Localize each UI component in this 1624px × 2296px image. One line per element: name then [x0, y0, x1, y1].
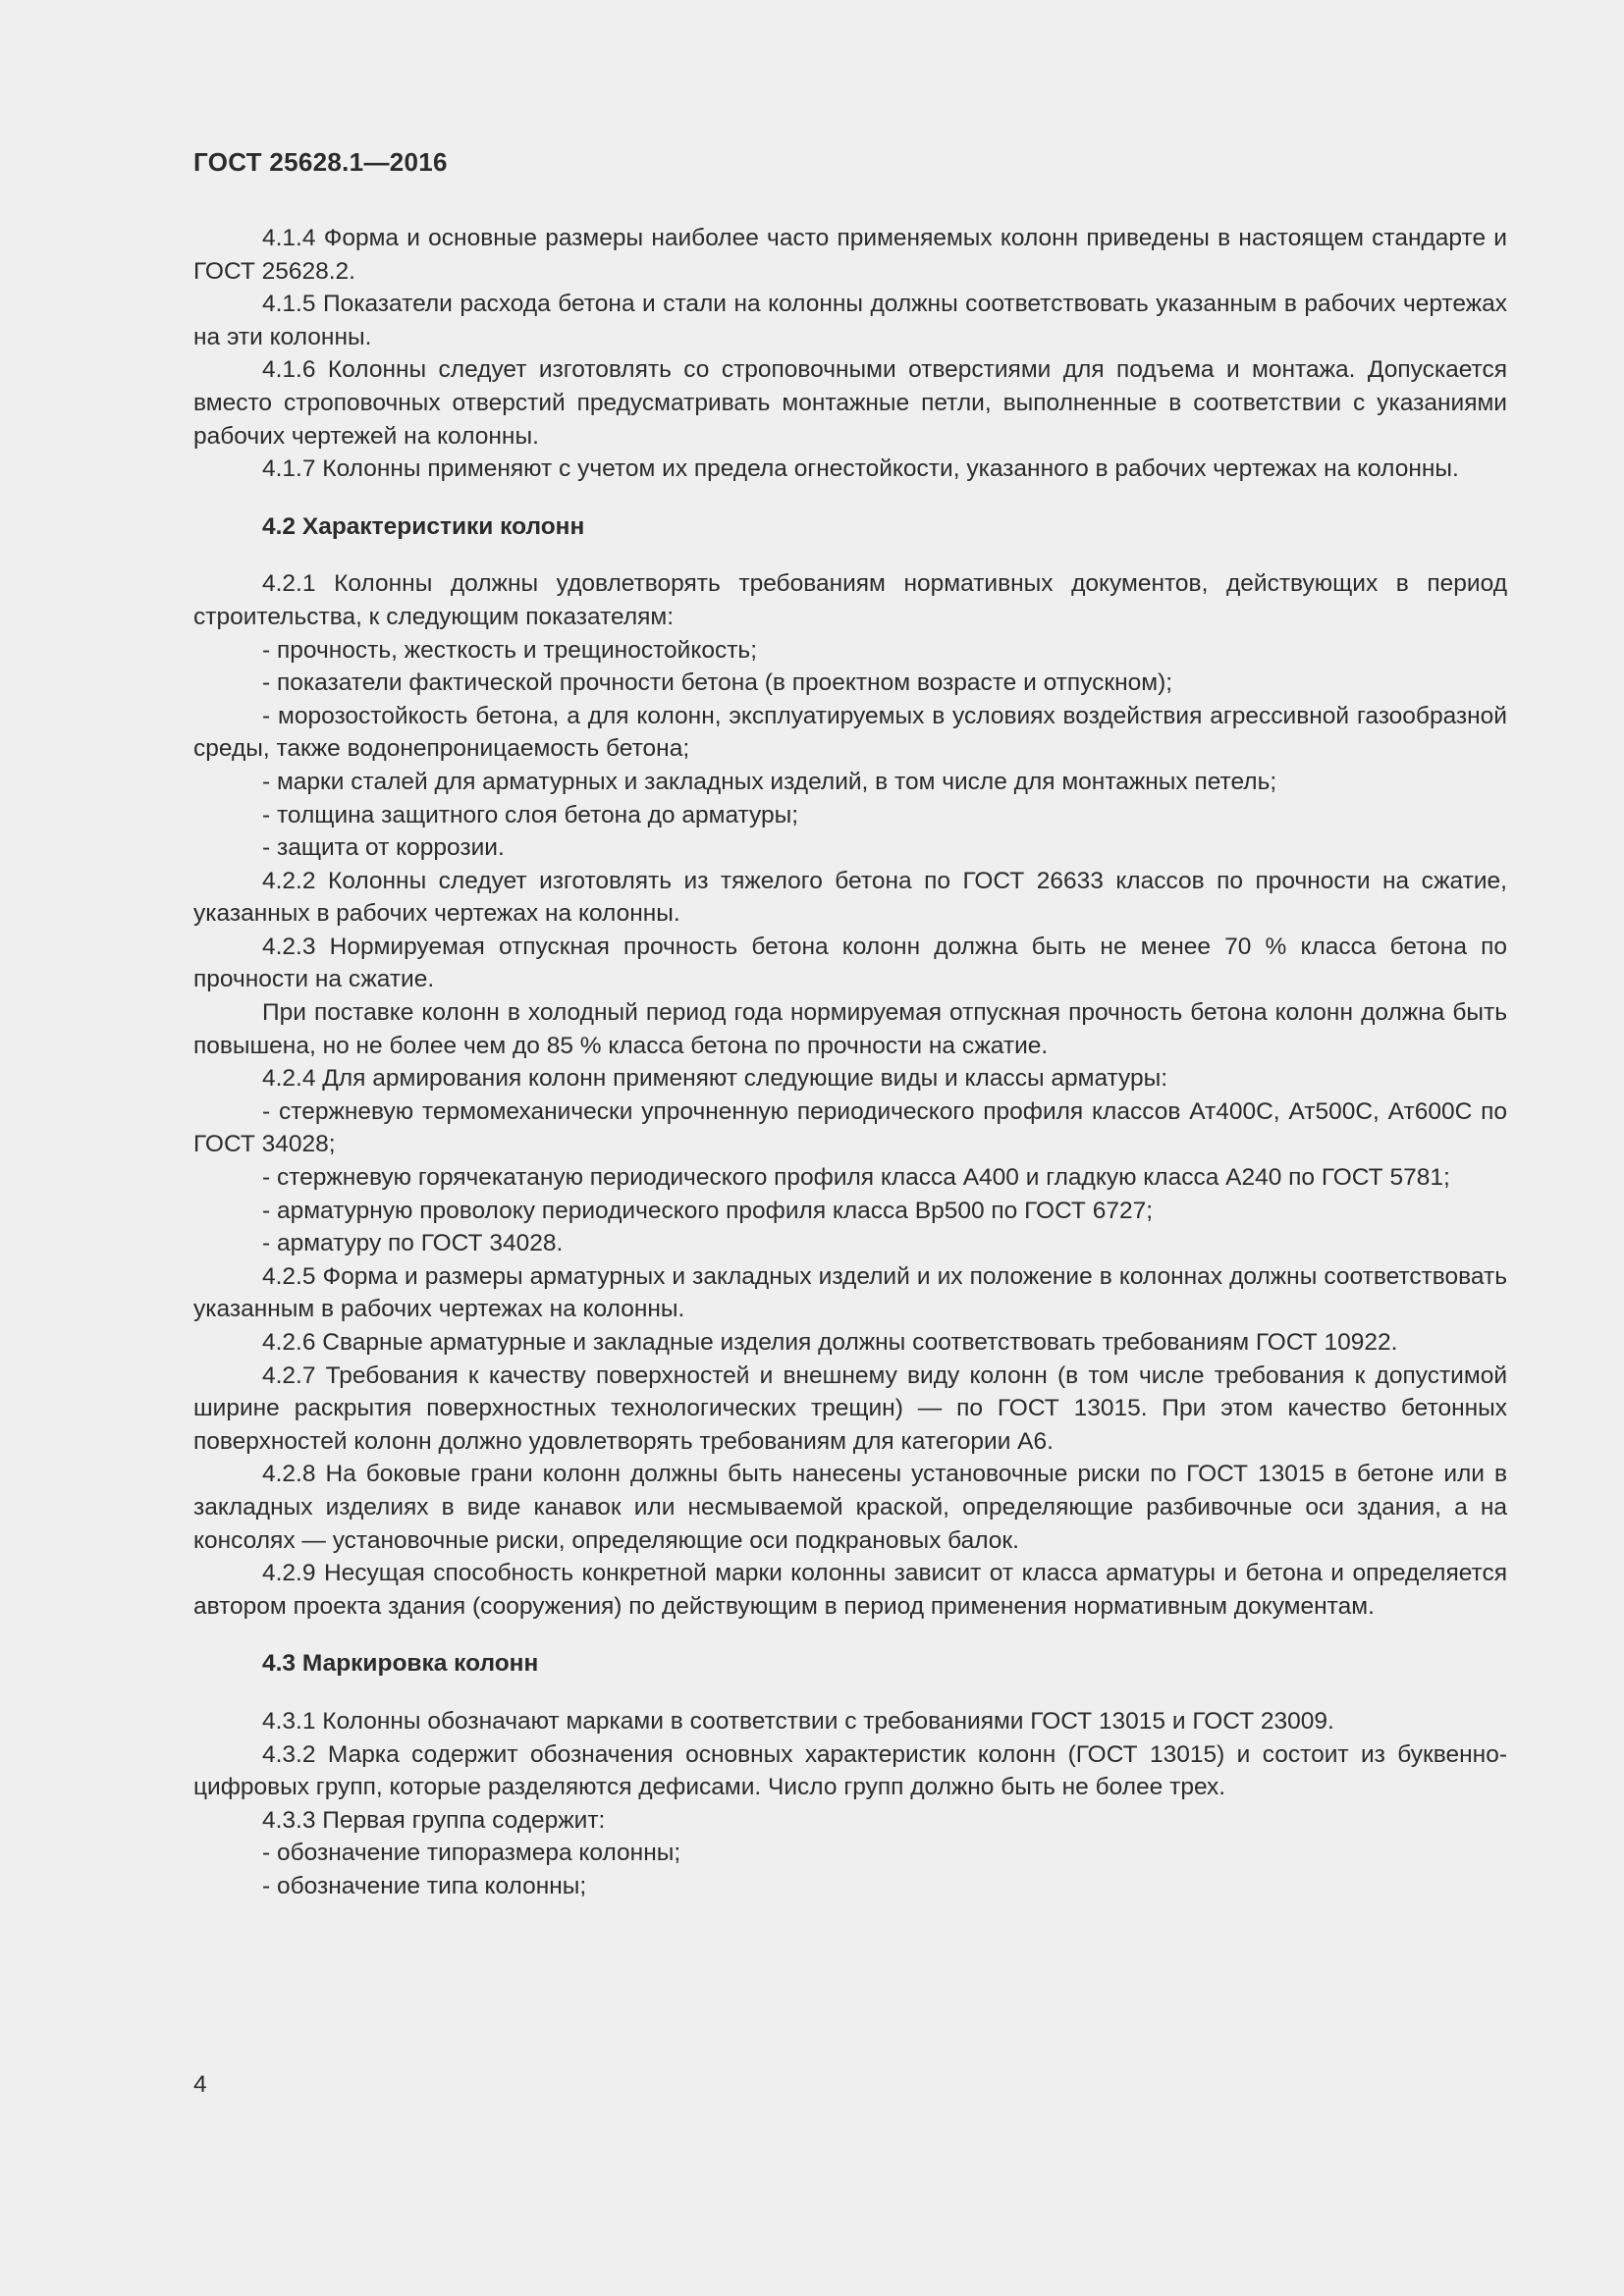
list-item: - обозначение типа колонны;	[262, 1872, 587, 1899]
list-item: - стержневую горячекатаную периодического профиля класса А400 и гладкую класса А240 по ГОСТ 5781;	[262, 1164, 1450, 1192]
paragraph-4-2-4: 4.2.4 Для армирования колонн применяют следующие виды и классы арматуры:	[262, 1065, 1168, 1093]
list-item: - марки сталей для арматурных и закладных изделий, в том числе для монтажных петель;	[262, 768, 1277, 795]
paragraph-4-2-7: 4.2.7 Требования к качеству поверхностей и внешнему виду колонн (в том числе требования к допустимой ширине раскрытия поверхностных технологических трещин) — по ГОСТ 13015. При этом качество бетонных поверхностей колонн должно удовлетворять требованиям для категории А6.	[193, 1362, 1507, 1455]
paragraph-4-2-9: 4.2.9 Несущая способность конкретной марки колонны зависит от класса арматуры и бетона и определяется автором проекта здания (сооружения) по действующим в период применения нормативным документам.	[193, 1560, 1507, 1620]
paragraph-4-1-7: 4.1.7 Колонны применяют с учетом их предела огнестойкости, указанного в рабочих чертежах на колонны.	[262, 455, 1459, 483]
paragraph-4-1-6: 4.1.6 Колонны следует изготовлять со строповочными отверстиями для подъема и монтажа. Допускается вместо строповочных отверстий предусматривать монтажные петли, выполненные в соответствии с указаниями рабочих чертежей на колонны.	[193, 356, 1507, 450]
paragraph-4-2-3: 4.2.3 Нормируемая отпускная прочность бетона колонн должна быть не менее 70 % класса бетона по прочности на сжатие.	[193, 933, 1507, 993]
list-item: - защита от коррозии.	[262, 834, 505, 862]
paragraph-4-1-5: 4.1.5 Показатели расхода бетона и стали на колонны должны соответствовать указанным в рабочих чертежах на эти колонны.	[193, 291, 1507, 350]
document-body	[193, 222, 1507, 1903]
paragraph-4-1-4: 4.1.4 Форма и основные размеры наиболее часто применяемых колонн приведены в настоящем стандарте и ГОСТ 25628.2.	[193, 225, 1507, 285]
page-number: 4	[193, 2071, 207, 2098]
list-item: - стержневую термомеханически упрочненную периодического профиля классов Ат400С, Ат500С, Ат600С по ГОСТ 34028;	[193, 1097, 1507, 1158]
list-item: - морозостойкость бетона, а для колонн, эксплуатируемых в условиях воздействия агрессивной газообразной среды, также водонепроницаемость бетона;	[193, 702, 1507, 763]
list-item: - показатели фактической прочности бетона (в проектном возрасте и отпускном);	[262, 669, 1173, 697]
paragraph-4-2-5: 4.2.5 Форма и размеры арматурных и закладных изделий и их положение в колоннах должны соответствовать указанным в рабочих чертежах на колонны.	[193, 1262, 1507, 1323]
paragraph-4-2-3-cont: При поставке колонн в холодный период года нормируемая отпускная прочность бетона колонн должна быть повышена, но не более чем до 85 % класса бетона по прочности на сжатие.	[193, 999, 1507, 1059]
list-item: - арматурную проволоку периодического профиля класса Вр500 по ГОСТ 6727;	[262, 1197, 1154, 1224]
document-code-header: ГОСТ 25628.1—2016	[193, 147, 448, 177]
list-item: - арматуру по ГОСТ 34028.	[262, 1230, 564, 1257]
paragraph-4-3-1: 4.3.1 Колонны обозначают марками в соответствии с требованиями ГОСТ 13015 и ГОСТ 23009.	[262, 1707, 1334, 1735]
paragraph-4-2-6: 4.2.6 Сварные арматурные и закладные изделия должны соответствовать требованиям ГОСТ 10922.	[262, 1329, 1398, 1356]
paragraph-4-2-2: 4.2.2 Колонны следует изготовлять из тяжелого бетона по ГОСТ 26633 классов по прочности на сжатие, указанных в рабочих чертежах на колонны.	[193, 867, 1507, 928]
paragraph-4-2-8: 4.2.8 На боковые грани колонн должны быть нанесены установочные риски по ГОСТ 13015 в бетоне или в закладных изделиях в виде канавок или несмываемой краской, определяющие разбивочные оси здания, а на консолях — установочные риски, определяющие оси подкрановых балок.	[193, 1461, 1507, 1554]
paragraph-4-3-2: 4.3.2 Марка содержит обозначения основных характеристик колонн (ГОСТ 13015) и состоит из буквенно-цифровых групп, которые разделяются дефисами. Число групп должно быть не более трех.	[193, 1740, 1507, 1801]
section-heading-4-2: 4.2 Характеристики колонн	[262, 512, 585, 540]
paragraph-4-3-3: 4.3.3 Первая группа содержит:	[262, 1806, 606, 1834]
list-item: - прочность, жесткость и трещиностойкость;	[262, 636, 757, 664]
list-item: - толщина защитного слоя бетона до арматуры;	[262, 801, 799, 828]
section-heading-4-3: 4.3 Маркировка колонн	[262, 1650, 539, 1678]
paragraph-4-2-1: 4.2.1 Колонны должны удовлетворять требованиям нормативных документов, действующих в период строительства, к следующим показателям:	[193, 570, 1507, 630]
list-item: - обозначение типоразмера колонны;	[262, 1840, 681, 1867]
